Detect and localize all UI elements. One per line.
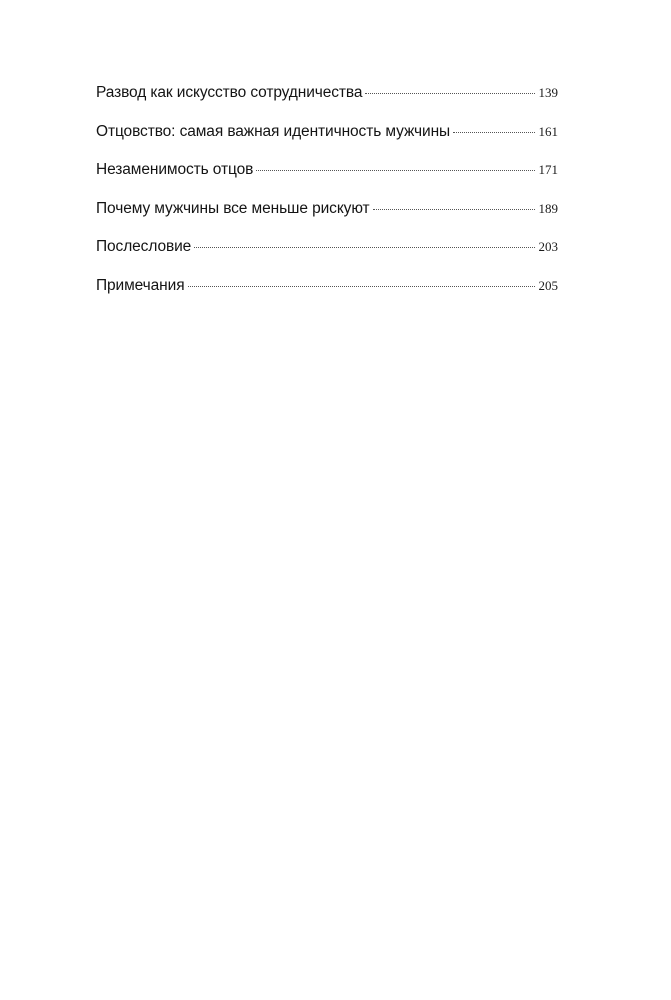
toc-entry-title: Отцовство: самая важная идентичность мужчины (96, 122, 451, 140)
toc-entry-page: 203 (538, 239, 558, 255)
toc-entry-title: Почему мужчины все меньше рискуют (96, 199, 370, 217)
toc-entry-page: 171 (538, 162, 558, 178)
dot-leader (373, 209, 535, 210)
toc-entry-page: 205 (538, 277, 558, 293)
toc-entry[interactable] (96, 84, 558, 123)
toc-entry[interactable] (96, 123, 558, 162)
toc-entry-page: 161 (538, 123, 558, 139)
dot-leader (256, 170, 534, 171)
dot-leader (365, 93, 534, 94)
toc-entry[interactable] (96, 161, 558, 200)
dot-leader (188, 286, 535, 287)
toc-entry[interactable] (96, 200, 558, 239)
toc-entry[interactable] (96, 277, 558, 316)
dot-leader (453, 132, 534, 133)
toc-entry-title: Примечания (96, 276, 185, 294)
toc-entry-page: 139 (538, 85, 558, 100)
toc-entry-title: Незаменимость отцов (96, 161, 254, 179)
dot-leader (194, 247, 534, 248)
toc-entry-title: Развод как искусство сотрудничества (96, 84, 363, 101)
toc-entry-page: 189 (538, 200, 558, 216)
toc-entry[interactable] (96, 238, 558, 277)
toc-entry-title: Послесловие (96, 238, 192, 256)
table-of-contents (96, 84, 558, 316)
